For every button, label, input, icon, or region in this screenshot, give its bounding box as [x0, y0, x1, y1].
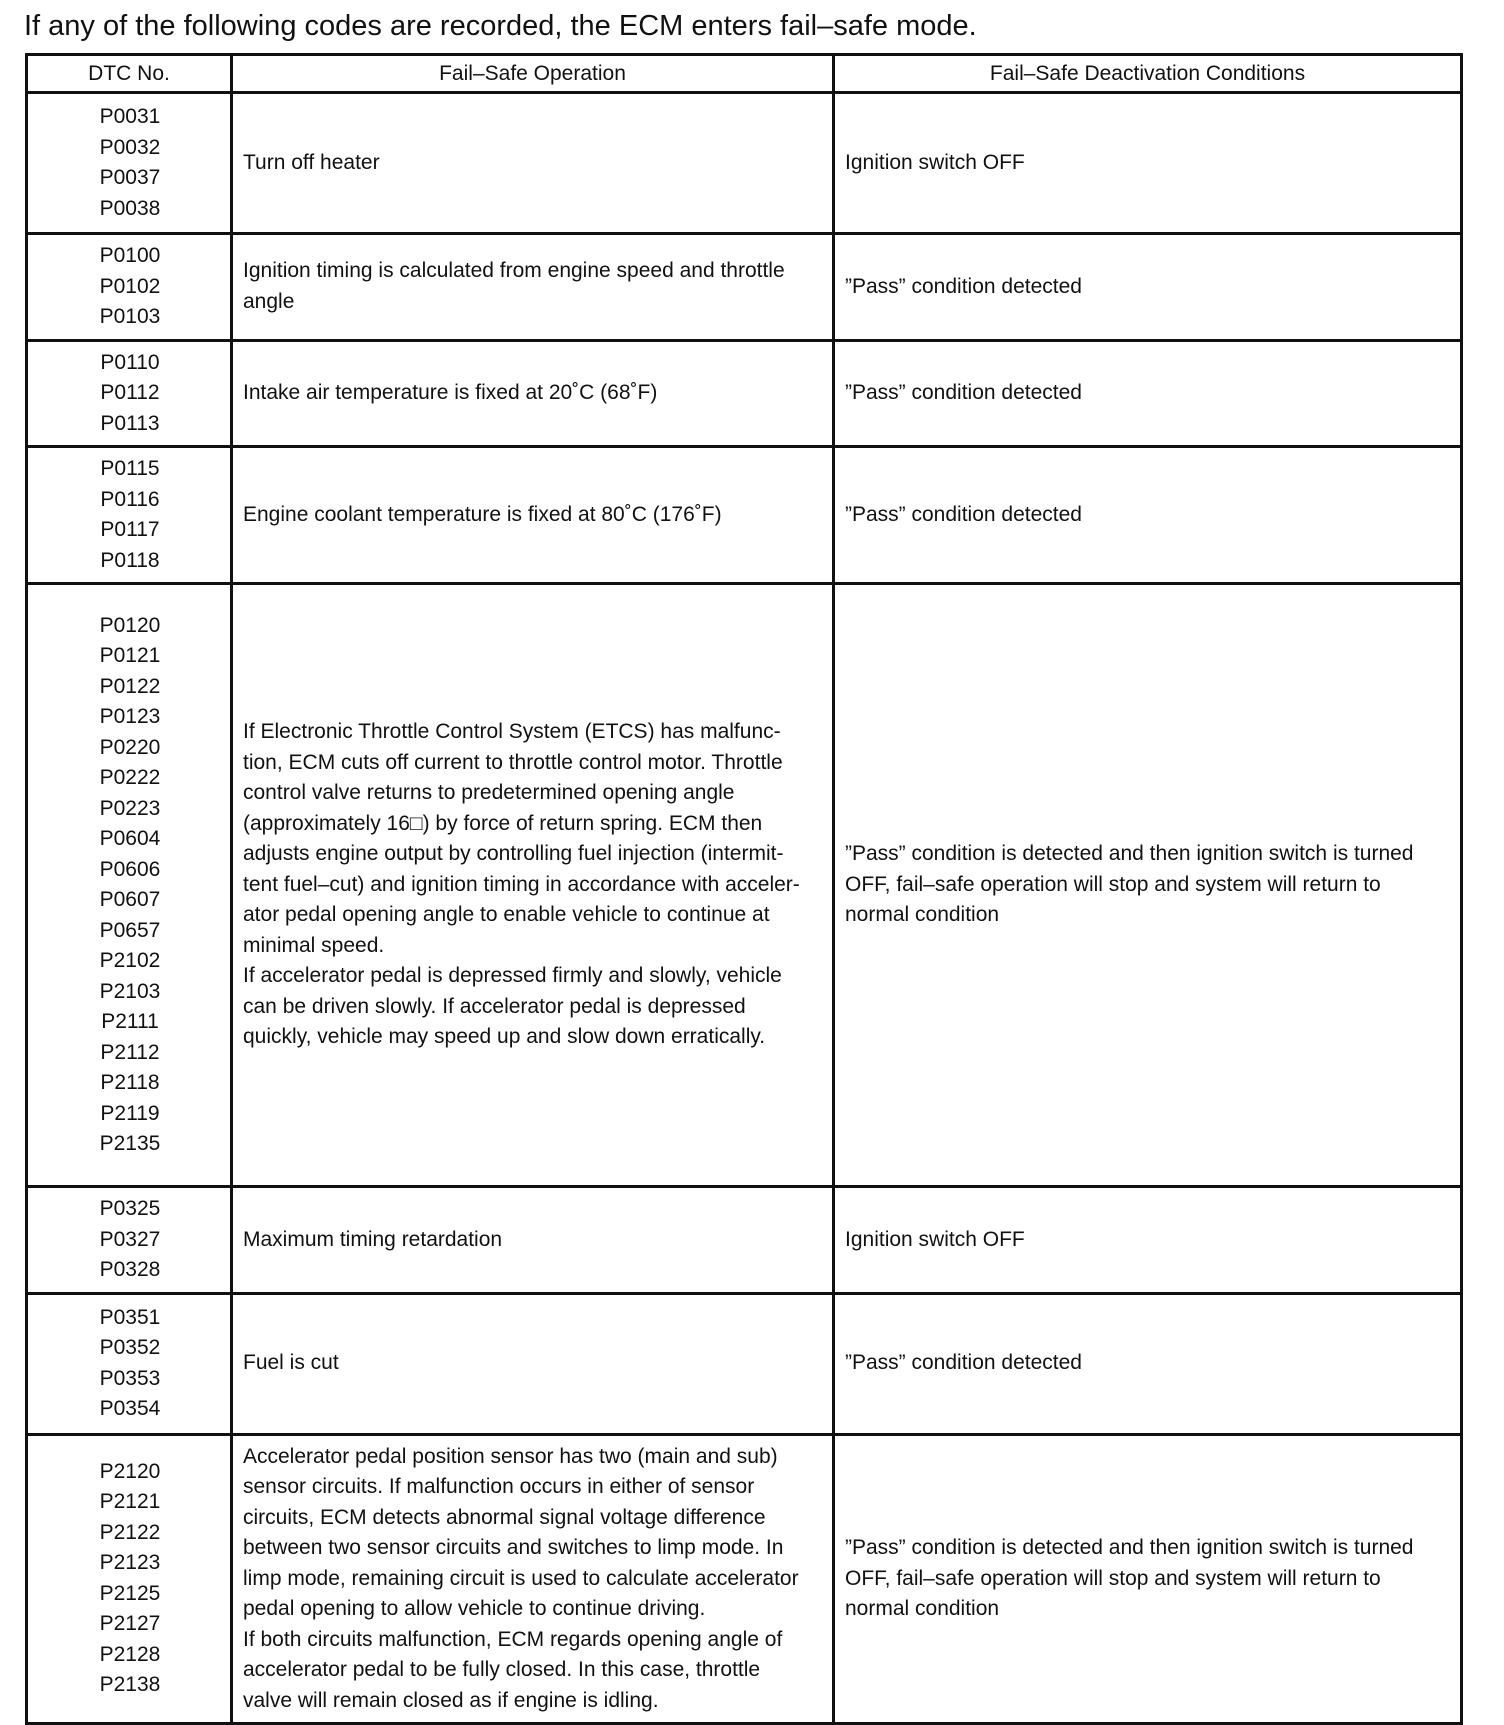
table-row — [27, 447, 1462, 584]
operation-text-line: Intake air temperature is fixed at 20˚C (68˚F) — [243, 381, 658, 404]
dtc-code: P0220 — [99, 735, 161, 759]
dtc-codes-cell — [27, 447, 232, 584]
operation-text-line: (approximately 16□) by force of return spring. ECM then — [243, 811, 763, 835]
dtc-codes-cell — [27, 234, 232, 341]
dtc-code: P0102 — [99, 274, 161, 298]
dtc-code: P0115 — [100, 457, 160, 480]
fail-safe-operation-cell — [232, 93, 834, 234]
operation-text-line: angle — [243, 289, 295, 313]
dtc-code: P0121 — [99, 644, 161, 667]
operation-text-line: control valve returns to predetermined opening angle — [243, 781, 735, 805]
deactivation-text-line: ”Pass” condition detected — [845, 502, 1082, 526]
operation-text-line: circuits, ECM detects abnormal signal voltage difference — [243, 1505, 766, 1529]
operation-text-line: ator pedal opening angle to enable vehicle to continue at — [243, 903, 770, 927]
dtc-code: P2112 — [100, 1040, 160, 1064]
dtc-codes-cell — [27, 1434, 232, 1724]
operation-text-line: If accelerator pedal is depressed firmly and slowly, vehicle — [243, 964, 782, 988]
dtc-code: P0328 — [99, 1258, 161, 1281]
fail-safe-operation-cell — [232, 1187, 834, 1294]
dtc-code: P2123 — [99, 1551, 161, 1575]
deactivation-text-line: ”Pass” condition detected — [845, 381, 1082, 404]
dtc-codes-cell — [27, 340, 232, 447]
deactivation-text-line: ”Pass” condition detected — [845, 1351, 1082, 1375]
dtc-codes-cell — [27, 584, 232, 1187]
intro-text: If any of the following codes are recorded, the ECM enters fail–safe mode. — [24, 10, 977, 42]
dtc-code: P2128 — [99, 1642, 161, 1666]
dtc-code: P0032 — [99, 135, 161, 159]
dtc-code: P0116 — [100, 487, 160, 511]
deactivation-text-line: ”Pass” condition detected — [845, 274, 1082, 298]
fail-safe-table — [25, 53, 1463, 1725]
dtc-code: P0037 — [99, 166, 161, 189]
dtc-code: P2111 — [101, 1010, 159, 1033]
dtc-code: P2122 — [99, 1520, 161, 1544]
header-fail-safe-operation: Fail–Safe Operation — [232, 55, 834, 93]
deactivation-condition-cell — [834, 447, 1462, 584]
deactivation-text-line: normal condition — [845, 1597, 1000, 1620]
deactivation-condition-cell — [834, 93, 1462, 234]
dtc-code: P2127 — [99, 1612, 161, 1636]
operation-text-line: accelerator pedal to be fully closed. In this case, throttle — [243, 1658, 761, 1681]
operation-text-line: Ignition timing is calculated from engine speed and throttle — [243, 259, 785, 283]
operation-text-line: If Electronic Throttle Control System (ETCS) has malfunc- — [243, 720, 781, 744]
dtc-code: P2118 — [100, 1071, 160, 1094]
operation-text-line: sensor circuits. If malfunction occurs in either of sensor — [243, 1475, 755, 1498]
dtc-code: P0117 — [100, 518, 160, 541]
dtc-code: P0353 — [99, 1366, 161, 1390]
dtc-code: P0031 — [99, 105, 161, 128]
dtc-code: P0352 — [99, 1336, 161, 1359]
operation-text-line: Turn off heater — [243, 150, 380, 174]
operation-text-line: between two sensor circuits and switches to limp mode. In — [243, 1536, 784, 1559]
dtc-codes-cell — [27, 93, 232, 234]
deactivation-condition-cell — [834, 340, 1462, 447]
operation-text-line: tion, ECM cuts off current to throttle control motor. Throttle — [243, 750, 783, 774]
table-row — [27, 93, 1462, 234]
dtc-code: P0100 — [99, 244, 161, 267]
operation-text-line: minimal speed. — [243, 933, 385, 957]
dtc-code: P0120 — [99, 613, 161, 637]
dtc-code: P0607 — [99, 888, 161, 911]
operation-text-line: quickly, vehicle may speed up and slow down erratically. — [243, 1025, 766, 1049]
dtc-code: P2121 — [99, 1490, 161, 1514]
table-row — [27, 340, 1462, 447]
fail-safe-operation-cell — [232, 1293, 834, 1434]
operation-text-line: pedal opening to allow vehicle to continue driving. — [243, 1597, 706, 1620]
operation-text-line: tent fuel–cut) and ignition timing in accordance with acceler- — [243, 872, 800, 896]
deactivation-text-line: ”Pass” condition is detected and then ignition switch is turned — [845, 1536, 1414, 1559]
table-row — [27, 1187, 1462, 1294]
header-row — [27, 55, 1462, 93]
dtc-code: P0118 — [100, 548, 160, 572]
fail-safe-operation-cell — [232, 1434, 834, 1724]
header-deactivation-conditions: Fail–Safe Deactivation Conditions — [834, 55, 1462, 93]
dtc-code: P0112 — [100, 381, 160, 404]
deactivation-text-line: Ignition switch OFF — [845, 150, 1025, 174]
deactivation-condition-cell — [834, 1434, 1462, 1724]
deactivation-condition-cell — [834, 584, 1462, 1187]
dtc-code: P0222 — [99, 766, 161, 789]
deactivation-text-line: Ignition switch OFF — [845, 1227, 1025, 1251]
dtc-code: P0038 — [99, 196, 161, 220]
header-dtc-no: DTC No. — [27, 55, 232, 93]
table-row — [27, 1434, 1462, 1724]
fail-safe-operation-cell — [232, 584, 834, 1187]
dtc-code: P0110 — [100, 350, 160, 374]
operation-text-line: If both circuits malfunction, ECM regards opening angle of — [243, 1627, 783, 1651]
dtc-code: P2119 — [100, 1101, 160, 1125]
table-row — [27, 234, 1462, 341]
dtc-codes-cell — [27, 1293, 232, 1434]
deactivation-text-line: OFF, fail–safe operation will stop and system will return to — [845, 872, 1381, 896]
deactivation-condition-cell — [834, 1293, 1462, 1434]
dtc-codes-cell — [27, 1187, 232, 1294]
operation-text-line: limp mode, remaining circuit is used to calculate accelerator — [243, 1566, 799, 1590]
dtc-code: P2120 — [99, 1459, 161, 1483]
fail-safe-operation-cell — [232, 447, 834, 584]
operation-text-line: valve will remain closed as if engine is idling. — [243, 1688, 659, 1712]
dtc-code: P2102 — [99, 949, 161, 972]
dtc-code: P0113 — [100, 411, 160, 435]
dtc-code: P2125 — [99, 1581, 161, 1605]
dtc-code: P0327 — [99, 1227, 161, 1251]
deactivation-condition-cell — [834, 1187, 1462, 1294]
dtc-code: P0351 — [99, 1305, 161, 1329]
operation-text-line: Engine coolant temperature is fixed at 80˚C (176˚F) — [243, 502, 722, 526]
table-row — [27, 1293, 1462, 1434]
operation-text-line: adjusts engine output by controlling fuel injection (intermit- — [243, 842, 784, 866]
dtc-code: P0604 — [99, 827, 161, 850]
operation-text-line: Accelerator pedal position sensor has two (main and sub) — [243, 1444, 778, 1468]
operation-text-line: can be driven slowly. If accelerator pedal is depressed — [243, 994, 746, 1018]
deactivation-text-line: OFF, fail–safe operation will stop and system will return to — [845, 1566, 1381, 1590]
deactivation-condition-cell — [834, 234, 1462, 341]
deactivation-text-line: ”Pass” condition is detected and then ignition switch is turned — [845, 842, 1414, 866]
dtc-code: P0606 — [99, 857, 161, 881]
dtc-code: P0657 — [99, 918, 161, 942]
table-row — [27, 584, 1462, 1187]
dtc-code: P0123 — [99, 705, 161, 728]
dtc-code: P2135 — [99, 1132, 161, 1155]
deactivation-text-line: normal condition — [845, 903, 1000, 927]
dtc-code: P0223 — [99, 796, 161, 820]
operation-text-line: Maximum timing retardation — [243, 1227, 503, 1251]
operation-text-line: Fuel is cut — [243, 1351, 339, 1375]
fail-safe-operation-cell — [232, 340, 834, 447]
fail-safe-operation-cell — [232, 234, 834, 341]
dtc-code: P0325 — [99, 1197, 161, 1220]
dtc-code: P0122 — [99, 674, 161, 698]
dtc-code: P0103 — [99, 305, 161, 328]
dtc-code: P2138 — [99, 1673, 161, 1697]
dtc-code: P0354 — [99, 1397, 161, 1420]
dtc-code: P2103 — [99, 979, 161, 1003]
